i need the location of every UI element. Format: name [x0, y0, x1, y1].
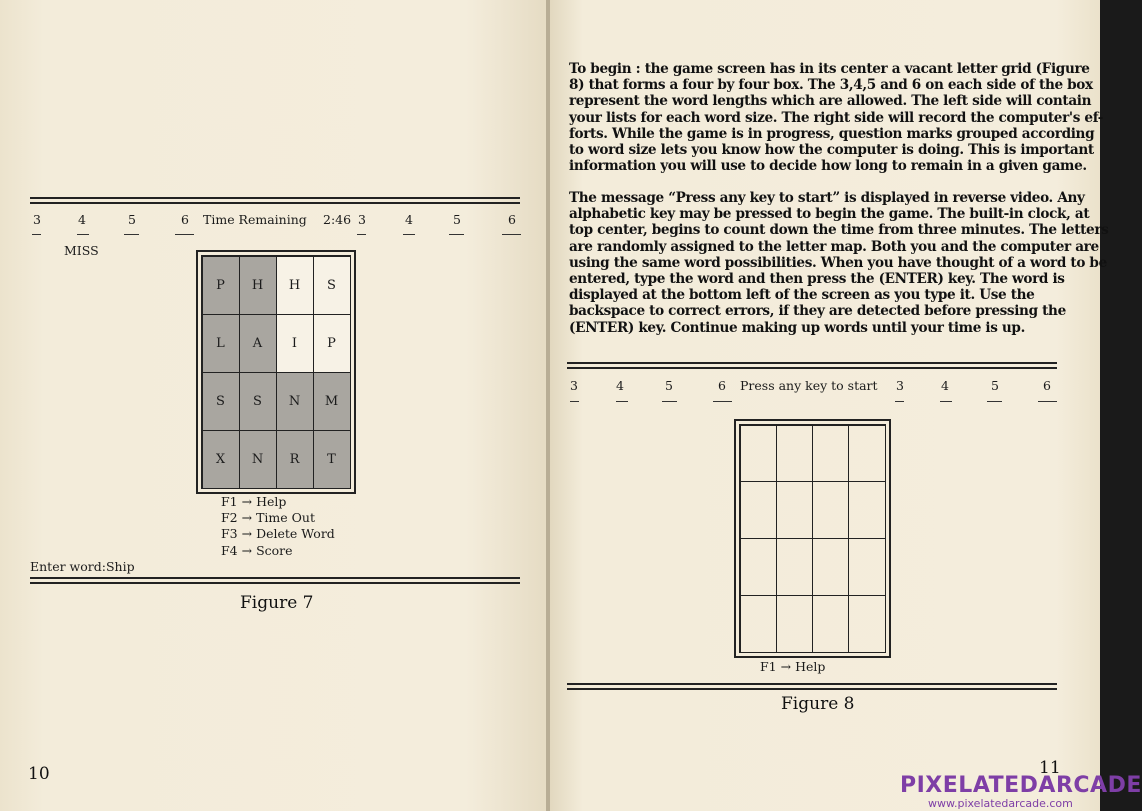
figure7-bottom-rule: [30, 577, 520, 584]
text-line: displayed at the bottom left of the screen as you type it. Use the: [569, 287, 1035, 304]
text-line: represent the word lengths which are allowed. The left side will contain: [569, 93, 1092, 110]
text-line: are randomly assigned to the letter map. Both you and the computer are: [569, 238, 1099, 255]
fn-key-f3: F3 → Delete Word: [221, 526, 335, 542]
left-page: [0, 0, 548, 811]
empty-grid-cell: [848, 538, 885, 596]
fig8-right-len-4: 4: [941, 378, 949, 393]
fig8-left-len-6: 6: [718, 378, 726, 393]
text-line: using the same word possibilities. When you have thought of a word to be: [569, 254, 1107, 271]
empty-grid-cell: [776, 595, 813, 653]
miss-label: MISS: [64, 243, 99, 258]
text-line: To begin : the game screen has in its center a vacant letter grid (Figure: [569, 61, 1090, 77]
fig7-left-len-6: 6: [181, 212, 189, 227]
grid-cell: N: [276, 372, 314, 431]
fig7-right-len-5: 5: [453, 212, 461, 227]
text-line: top center, begins to count down the time from three minutes. The letters: [569, 222, 1109, 239]
grid-cell: M: [313, 372, 351, 431]
fn-key-f1: F1 → Help: [221, 494, 287, 509]
fig7-dash: [77, 234, 89, 235]
fig8-dash: [713, 401, 732, 402]
fig7-left-len-4: 4: [78, 212, 86, 227]
text-line: backspace to correct errors, if they are detected before pressing the: [569, 303, 1066, 320]
fig7-dash: [449, 234, 464, 235]
grid-cell: A: [239, 314, 277, 373]
fig8-dash: [987, 401, 1002, 402]
fig7-dash: [175, 234, 194, 235]
fig7-left-len-3: 3: [33, 212, 41, 227]
grid-cell: X: [202, 430, 240, 489]
empty-grid-cell: [776, 425, 813, 483]
right-page: [550, 0, 1142, 811]
empty-grid-cell: [848, 595, 885, 653]
empty-grid-cell: [848, 481, 885, 539]
fig7-left-len-5: 5: [128, 212, 136, 227]
fig8-dash: [616, 401, 628, 402]
fig8-dash: [570, 401, 579, 402]
enter-word-line: [30, 559, 135, 574]
figure8-bottom-rule: [567, 683, 1057, 690]
empty-grid-cell: [848, 425, 885, 483]
figure7-caption: Figure 7: [240, 593, 314, 613]
figure8-top-rule: [567, 362, 1057, 369]
empty-grid-cell: [812, 425, 849, 483]
fig8-press-any-key-label: Press any key to start: [740, 378, 878, 393]
empty-grid-cell: [740, 481, 777, 539]
figure8-caption: Figure 8: [781, 694, 855, 714]
text-line: to word size lets you know how the computer is doing. This is important: [569, 142, 1094, 159]
grid-cell: S: [202, 372, 240, 431]
empty-grid-cell: [740, 538, 777, 596]
text-line: information you will use to decide how long to remain in a given game.: [569, 158, 1087, 175]
fig7-function-keys: [221, 494, 335, 559]
grid-cell: R: [276, 430, 314, 489]
watermark-url: www.pixelatedarcade.com: [928, 797, 1073, 810]
fig7-dash: [502, 234, 521, 235]
fig7-dash: [32, 234, 41, 235]
fig7-right-len-6: 6: [508, 212, 516, 227]
empty-grid-cell: [776, 538, 813, 596]
figure8-empty-grid: [734, 419, 891, 658]
grid-cell: T: [313, 430, 351, 489]
text-line: forts. While the game is in progress, question marks grouped according: [569, 125, 1095, 142]
grid-cell: N: [239, 430, 277, 489]
grid-cell: S: [239, 372, 277, 431]
text-line: entered, type the word and then press the (ENTER) key. The word is: [569, 271, 1065, 288]
grid-cell: I: [276, 314, 314, 373]
fig7-dash: [357, 234, 366, 235]
text-line: alphabetic key may be pressed to begin the game. The built-in clock, at: [569, 206, 1090, 223]
fig8-left-len-4: 4: [616, 378, 624, 393]
fn-key-f4: F4 → Score: [221, 542, 293, 558]
figure7-top-rule: [30, 197, 520, 204]
paragraph-to-begin: [569, 61, 1104, 175]
grid-cell: L: [202, 314, 240, 373]
grid-cell: P: [313, 314, 351, 373]
fig8-dash: [895, 401, 904, 402]
fig8-dash: [940, 401, 952, 402]
fig8-fn-key-f1: F1 → Help: [760, 659, 826, 674]
text-line: your lists for each word size. The right side will record the computer's ef-: [569, 109, 1104, 126]
text-line: 8) that forms a four by four box. The 3,4,5 and 6 on each side of the box: [569, 77, 1093, 94]
fig8-dash: [662, 401, 677, 402]
fig8-dash: [1038, 401, 1057, 402]
text-line: The message “Press any key to start” is displayed in reverse video. Any: [569, 190, 1085, 206]
fig8-right-len-3: 3: [896, 378, 904, 393]
empty-grid-cell: [740, 425, 777, 483]
page-number-right: 11: [1039, 758, 1061, 778]
grid-cell: S: [313, 256, 351, 315]
enter-word-label: Enter word:: [30, 559, 106, 574]
empty-grid-cell: [740, 595, 777, 653]
fig8-right-len-6: 6: [1043, 378, 1051, 393]
fn-key-f2: F2 → Time Out: [221, 510, 315, 526]
fig7-right-len-4: 4: [405, 212, 413, 227]
enter-word-value: Ship: [105, 559, 135, 574]
empty-grid-cell: [812, 595, 849, 653]
fig7-time-value: 2:46: [323, 212, 352, 227]
empty-grid-cell: [776, 481, 813, 539]
page-number-left: 10: [28, 764, 50, 784]
grid-cell: P: [202, 256, 240, 315]
watermark-brand: PIXELATEDARCADE: [900, 773, 1142, 798]
fig8-left-len-5: 5: [665, 378, 673, 393]
fig7-dash: [124, 234, 139, 235]
grid-cell: H: [276, 256, 314, 315]
fig7-dash: [403, 234, 415, 235]
text-line: (ENTER) key. Continue making up words until your time is up.: [569, 319, 1025, 336]
fig7-time-remaining-label: Time Remaining: [203, 212, 307, 227]
empty-grid-cell: [812, 481, 849, 539]
paragraph-press-any-key: [569, 190, 1109, 336]
grid-cell: H: [239, 256, 277, 315]
fig7-right-len-3: 3: [358, 212, 366, 227]
figure7-letter-grid: [196, 250, 356, 494]
fig8-right-len-5: 5: [991, 378, 999, 393]
empty-grid-cell: [812, 538, 849, 596]
fig8-left-len-3: 3: [570, 378, 578, 393]
